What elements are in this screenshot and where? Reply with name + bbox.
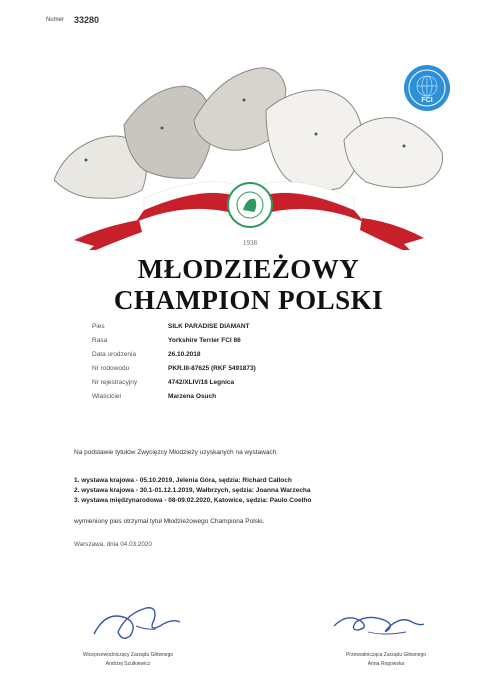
detail-label: Rasa: [92, 337, 108, 344]
signature-caption-right: [286, 652, 486, 670]
detail-row-registration: [92, 379, 412, 390]
signature-left-icon: [86, 596, 186, 646]
outro-text: wymieniony pies otrzymał tytuł Młodzieżowego Championa Polski.: [74, 518, 265, 525]
signature-right-icon: [328, 604, 428, 644]
intro-text: Na podstawie tytułów Zwycięzcy Młodzieży uzyskanych na wystawach:: [74, 449, 279, 456]
detail-label: Pies: [92, 323, 105, 330]
number-label: Numer: [46, 17, 65, 23]
detail-label: Nr rejestracyjny: [92, 379, 138, 386]
issue-date: Warszawa, dnia 04.03.2020: [74, 541, 152, 548]
signatory-name: Anna Rogowska: [367, 661, 405, 667]
signatory-name: Andrzej Szutkiewicz: [105, 661, 151, 667]
shows-list: [74, 477, 311, 507]
detail-label: Właściciel: [92, 393, 121, 400]
show-item: 3. wystawa międzynarodowa - 08-09.02.2020, Katowice, sędzia: Paulo Coelho: [74, 497, 312, 504]
certificate-title-line1: MŁODZIEŻOWY: [137, 254, 360, 284]
detail-label: Data urodzenia: [92, 351, 137, 358]
number-value: 33280: [74, 15, 100, 25]
dog-heads-illustration: [44, 60, 454, 250]
detail-value: 4742/XLIV/18 Legnica: [168, 379, 235, 386]
signatory-role: Wiceprzewodniczący Zarządu Głównego: [82, 652, 174, 658]
detail-value: SILK PARADISE DIAMANT: [168, 323, 250, 330]
zkwp-seal-icon: [228, 183, 272, 227]
detail-label: Nr rodowodu: [92, 365, 130, 372]
fci-label: FCI: [421, 97, 433, 104]
detail-row-pedigree: [92, 365, 412, 376]
detail-value: Marzena Osuch: [168, 393, 217, 400]
detail-value: Yorkshire Terrier FCI 86: [168, 337, 241, 344]
signature-caption-left: [28, 652, 228, 670]
seal-year: 1938: [243, 239, 257, 247]
detail-row-breed: [92, 337, 412, 348]
detail-row-birthdate: [92, 351, 412, 362]
dog-head-5: [344, 118, 443, 188]
detail-value: PKR.III-87625 (RKF 5491873): [168, 365, 256, 372]
detail-value: 26.10.2018: [168, 351, 201, 358]
show-item: 2. wystawa krajowa - 30.1-01.12.1.2019, Wałbrzych, sędzia: Joanna Warzecha: [74, 487, 311, 494]
show-item: 1. wystawa krajowa - 05.10.2019, Jelenia Góra, sędzia: Richard Calloch: [74, 477, 292, 484]
detail-row-owner: [92, 393, 412, 404]
detail-row-dog: [92, 323, 412, 334]
certificate-title-line2: CHAMPION POLSKI: [113, 285, 384, 315]
signatory-role: Przewodnicząca Zarządu Głównego: [345, 652, 427, 658]
